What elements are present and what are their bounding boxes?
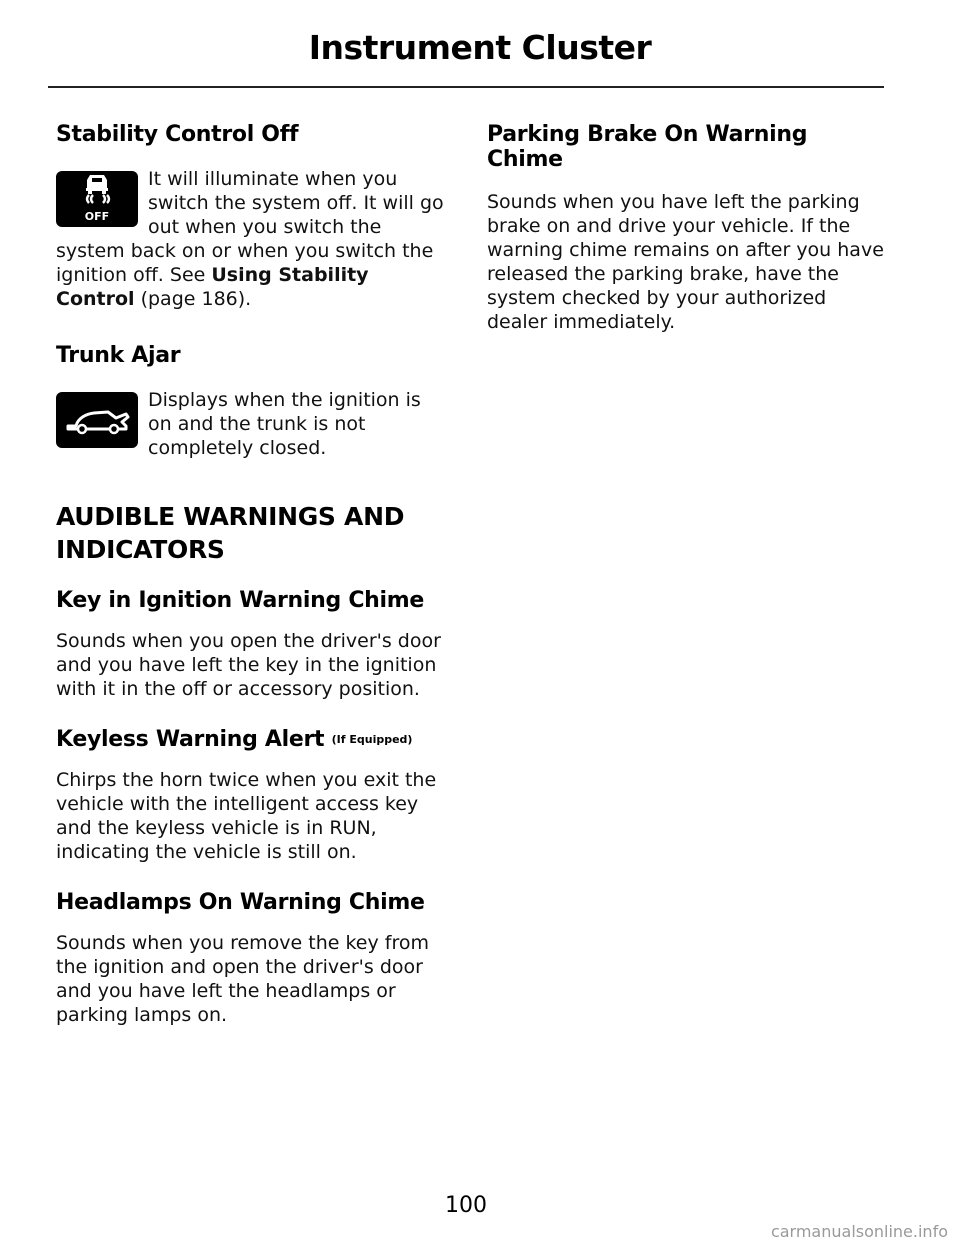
key-in-ignition-text: Sounds when you open the driver's door and you have left the key in the ignition with it in the off or accessory position.	[56, 630, 441, 700]
trunk-ajar-section	[56, 388, 448, 460]
page-title: Instrument Cluster	[308, 28, 652, 67]
headlamps-on-heading: Headlamps On Warning Chime	[56, 890, 425, 915]
trunk-ajar-text: Displays when the ignition is on and the trunk is not completely closed.	[148, 389, 421, 459]
left-column	[56, 122, 448, 1027]
keyless-warning-text: Chirps the horn twice when you exit the vehicle with the intelligent access key and the keyless vehicle is in RUN, indicating the vehicle is still on.	[56, 769, 437, 863]
using-stability-control-link[interactable]: Using Stability Control	[56, 264, 369, 310]
headlamps-on-text: Sounds when you remove the key from the ignition and open the driver's door and you have left the headlamps or parking lamps on.	[56, 932, 429, 1026]
parking-brake-text: Sounds when you have left the parking brake on and drive your vehicle. If the warning chime remains on after you have released the parking brake, have the system checked by your authorized dealer immediately.	[487, 191, 884, 333]
trunk-ajar-icon	[56, 392, 138, 448]
right-column	[487, 122, 887, 334]
watermark: carmanualsonline.info	[770, 1222, 948, 1241]
if-equipped-tag: (If Equipped)	[331, 733, 413, 746]
stability-off-label: OFF	[84, 210, 110, 223]
page-number: 100	[445, 1193, 487, 1218]
keyless-warning-heading: Keyless Warning Alert (If Equipped)	[56, 727, 413, 752]
stability-control-off-section	[56, 167, 448, 311]
stability-control-off-icon	[56, 171, 138, 227]
trunk-ajar-heading: Trunk Ajar	[56, 343, 181, 368]
parking-brake-heading: Parking Brake On Warning Chime	[487, 122, 808, 172]
key-in-ignition-heading: Key in Ignition Warning Chime	[56, 588, 425, 613]
stability-control-off-text: It will illuminate when you switch the system off. It will go out when you switch the system back on or when you switch the ignition off. See Using Stability Control (page 186).	[56, 168, 444, 310]
header-rule	[48, 86, 884, 88]
audible-warnings-heading: AUDIBLE WARNINGS AND INDICATORS	[56, 502, 405, 564]
stability-control-off-heading: Stability Control Off	[56, 122, 299, 147]
